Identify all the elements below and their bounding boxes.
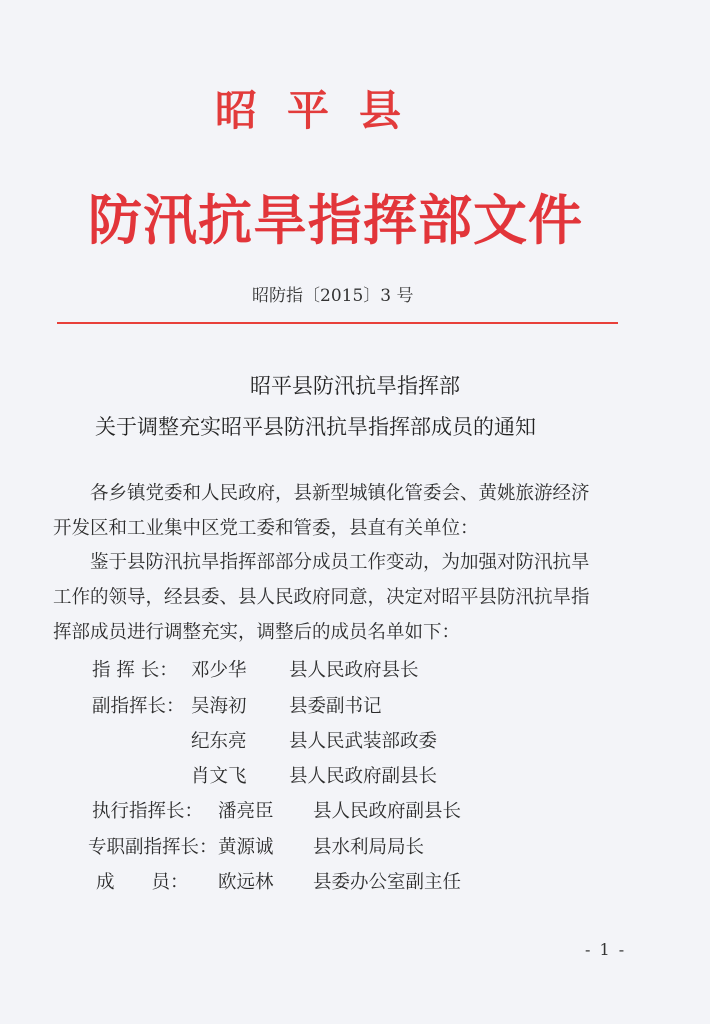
addressee-paragraph [53, 476, 653, 546]
member-position: 县水利局局长 [313, 837, 425, 858]
addressee-line: 开发区和工业集中区党工委和管委，县直有关单位： [53, 518, 479, 539]
document-number: 昭防指〔2015〕3 号 [252, 286, 414, 306]
member-role: 副指挥长： [92, 696, 185, 717]
member-name: 黄源诚 [218, 837, 274, 858]
member-role: 指 挥 长： [92, 660, 178, 681]
body-line: 工作的领导，经县委、县人民政府同意，决定对昭平县防汛抗旱指 [53, 587, 590, 608]
member-position: 县人民武装部政委 [289, 731, 438, 752]
red-separator-line [57, 322, 618, 324]
member-name: 纪东亮 [191, 731, 247, 752]
member-name: 吴海初 [191, 696, 247, 717]
page-number: - 1 - [585, 940, 627, 959]
notice-title-line-2: 关于调整充实昭平县防汛抗旱指挥部成员的通知 [95, 415, 536, 439]
member-position: 县委副书记 [289, 696, 382, 717]
body-paragraph [53, 545, 653, 650]
issuer-county-heading: 昭平县 [215, 86, 432, 135]
issuer-office-heading: 防汛抗旱指挥部文件 [88, 188, 583, 252]
member-position: 县人民政府县长 [289, 660, 419, 681]
member-name: 欧远林 [218, 872, 274, 893]
addressee-line: 各乡镇党委和人民政府，县新型城镇化管委会、黄姚旅游经济 [90, 483, 590, 504]
member-role: 成 员： [96, 872, 189, 893]
body-line: 鉴于县防汛抗旱指挥部部分成员工作变动，为加强对防汛抗旱 [90, 552, 590, 573]
member-position: 县委办公室副主任 [313, 872, 462, 893]
member-role: 执行指挥长： [92, 801, 204, 822]
member-name: 潘亮臣 [218, 801, 274, 822]
body-line: 挥部成员进行调整充实，调整后的成员名单如下： [53, 622, 461, 643]
member-name: 肖文飞 [191, 766, 247, 787]
member-position: 县人民政府副县长 [313, 801, 462, 822]
member-role: 专职副指挥长： [88, 837, 218, 858]
member-position: 县人民政府副县长 [289, 766, 438, 787]
member-name: 邓少华 [191, 660, 247, 681]
notice-title-line-1: 昭平县防汛抗旱指挥部 [250, 374, 460, 398]
